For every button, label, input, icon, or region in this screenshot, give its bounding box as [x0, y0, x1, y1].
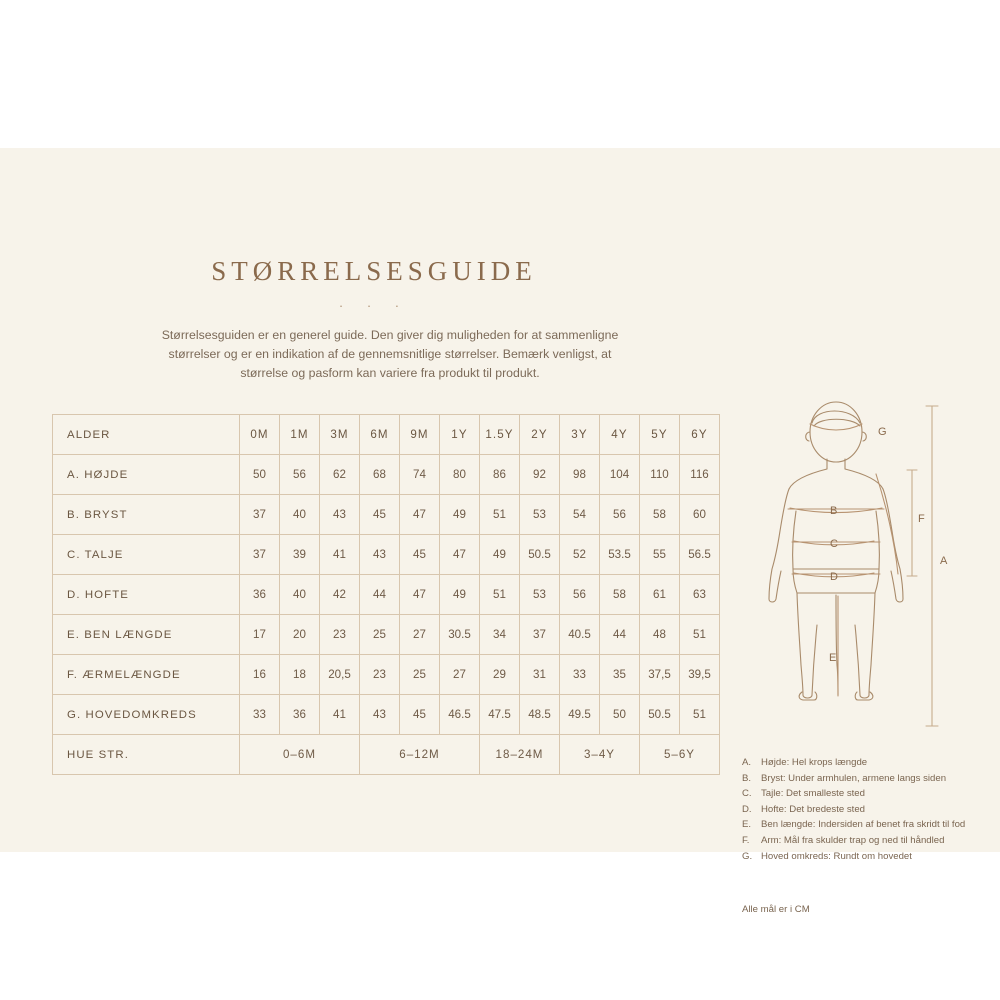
cell: 0–6M — [240, 735, 360, 775]
table-row — [53, 495, 720, 535]
cell: 47 — [440, 535, 480, 575]
cell: 60 — [680, 495, 720, 535]
cell: 116 — [680, 455, 720, 495]
cell: 33 — [560, 655, 600, 695]
cell: 41 — [320, 535, 360, 575]
size-table-container — [52, 414, 720, 775]
cell: 37,5 — [640, 655, 680, 695]
cell: 51 — [480, 575, 520, 615]
cell: 50.5 — [640, 695, 680, 735]
legend-text: Ben længde: Indersiden af benet fra skridt til fod — [761, 819, 966, 831]
legend-key: F. — [742, 834, 750, 846]
legend-text: Arm: Mål fra skulder trap og ned til håndled — [761, 834, 945, 846]
cell: 53.5 — [600, 535, 640, 575]
legend-key: D. — [742, 803, 752, 815]
cell: 25 — [400, 655, 440, 695]
cell: 47.5 — [480, 695, 520, 735]
bottom-margin-band — [0, 852, 1000, 1000]
cell: 49 — [440, 575, 480, 615]
cell: 74 — [400, 455, 440, 495]
row-label: F. ÆRMELÆNGDE — [53, 655, 240, 695]
legend-list — [742, 756, 982, 865]
table-row — [53, 615, 720, 655]
cell: 41 — [320, 695, 360, 735]
cell: 23 — [360, 655, 400, 695]
cell: 27 — [440, 655, 480, 695]
cell: 44 — [360, 575, 400, 615]
cell: 86 — [480, 455, 520, 495]
cell: 33 — [240, 695, 280, 735]
cell: 68 — [360, 455, 400, 495]
cell: 37 — [520, 615, 560, 655]
cell: 50 — [600, 695, 640, 735]
figure-label-e: E — [829, 652, 837, 664]
size-table-body — [53, 455, 720, 775]
legend-key: C. — [742, 788, 752, 800]
cell: 20 — [280, 615, 320, 655]
cell: 18–24M — [480, 735, 560, 775]
legend-item — [742, 756, 982, 770]
cell: 36 — [240, 575, 280, 615]
column-header: 6Y — [680, 415, 720, 455]
cell: 37 — [240, 535, 280, 575]
legend-item — [742, 834, 982, 848]
figure-label-d: D — [830, 571, 838, 583]
cell: 56 — [280, 455, 320, 495]
page-title: STØRRELSESGUIDE — [211, 256, 537, 286]
row-label: B. BRYST — [53, 495, 240, 535]
cell: 53 — [520, 575, 560, 615]
figure-label-c: C — [830, 538, 838, 550]
column-header: 9M — [400, 415, 440, 455]
cell: 40 — [280, 575, 320, 615]
units-note: Alle mål er i CM — [742, 904, 810, 915]
cell: 20,5 — [320, 655, 360, 695]
column-header: 5Y — [640, 415, 680, 455]
intro-paragraph: Størrelsesguiden er en generel guide. Den giver dig muligheden for at sammenligne størrelser og er en indikation af de gennemsnitlige størrelser. Bemærk venligst, at størrelse og pasform kan variere fra produkt til produkt. — [161, 328, 619, 380]
cell: 39 — [280, 535, 320, 575]
row-label: C. TALJE — [53, 535, 240, 575]
column-header: 1Y — [440, 415, 480, 455]
cell: 48.5 — [520, 695, 560, 735]
cell: 58 — [600, 575, 640, 615]
cell: 45 — [400, 535, 440, 575]
cell: 62 — [320, 455, 360, 495]
cell: 54 — [560, 495, 600, 535]
table-row — [53, 575, 720, 615]
title-ornament: · · · — [338, 298, 410, 313]
cell: 37 — [240, 495, 280, 535]
cell: 56 — [600, 495, 640, 535]
column-header: 4Y — [600, 415, 640, 455]
figure-label-f: F — [918, 513, 925, 525]
cell: 35 — [600, 655, 640, 695]
cell: 58 — [640, 495, 680, 535]
table-header-row — [53, 415, 720, 455]
cell: 51 — [680, 615, 720, 655]
cell: 34 — [480, 615, 520, 655]
table-row-hat-size — [53, 735, 720, 775]
cell: 45 — [400, 695, 440, 735]
cell: 53 — [520, 495, 560, 535]
legend-item — [742, 787, 982, 801]
cell: 42 — [320, 575, 360, 615]
cell: 51 — [480, 495, 520, 535]
cell: 43 — [360, 535, 400, 575]
cell: 51 — [680, 695, 720, 735]
cell: 47 — [400, 495, 440, 535]
column-header: 0M — [240, 415, 280, 455]
column-header: 1M — [280, 415, 320, 455]
cell: 36 — [280, 695, 320, 735]
row-label: D. HOFTE — [53, 575, 240, 615]
legend-key: E. — [742, 819, 752, 831]
cell: 40.5 — [560, 615, 600, 655]
cell: 56.5 — [680, 535, 720, 575]
cell: 46.5 — [440, 695, 480, 735]
legend-item — [742, 850, 982, 864]
table-corner-label: ALDER — [53, 415, 240, 455]
column-header: 2Y — [520, 415, 560, 455]
cell: 110 — [640, 455, 680, 495]
legend-key: G. — [742, 850, 753, 862]
cell: 49 — [440, 495, 480, 535]
cell: 104 — [600, 455, 640, 495]
size-table-head — [53, 415, 720, 455]
legend-text: Hofte: Det bredeste sted — [761, 803, 865, 815]
column-header: 1.5Y — [480, 415, 520, 455]
cell: 45 — [360, 495, 400, 535]
measurement-figure — [726, 396, 976, 736]
legend-text: Hoved omkreds: Rundt om hovedet — [761, 850, 912, 862]
cell: 17 — [240, 615, 280, 655]
cell: 52 — [560, 535, 600, 575]
cell: 39,5 — [680, 655, 720, 695]
legend-key: A. — [742, 757, 752, 768]
column-header: 3Y — [560, 415, 600, 455]
table-row — [53, 535, 720, 575]
row-label: HUE STR. — [53, 735, 240, 775]
cell: 98 — [560, 455, 600, 495]
figure-label-b: B — [830, 505, 838, 517]
cell: 55 — [640, 535, 680, 575]
legend-text: Højde: Hel krops længde — [761, 757, 868, 768]
row-label: A. HØJDE — [53, 455, 240, 495]
cell: 40 — [280, 495, 320, 535]
cell: 5–6Y — [640, 735, 720, 775]
table-row — [53, 455, 720, 495]
cell: 6–12M — [360, 735, 480, 775]
cell: 47 — [400, 575, 440, 615]
top-margin-band — [0, 0, 1000, 148]
cell: 27 — [400, 615, 440, 655]
figure-label-g: G — [878, 426, 887, 438]
cell: 49.5 — [560, 695, 600, 735]
row-label: E. BEN LÆNGDE — [53, 615, 240, 655]
cell: 56 — [560, 575, 600, 615]
cell: 43 — [320, 495, 360, 535]
cell: 92 — [520, 455, 560, 495]
cell: 30.5 — [440, 615, 480, 655]
cell: 31 — [520, 655, 560, 695]
cell: 61 — [640, 575, 680, 615]
cell: 80 — [440, 455, 480, 495]
cell: 63 — [680, 575, 720, 615]
figure-label-a: A — [940, 555, 948, 567]
cell: 48 — [640, 615, 680, 655]
cell: 43 — [360, 695, 400, 735]
column-header: 3M — [320, 415, 360, 455]
legend-text: Tajle: Det smalleste sted — [761, 788, 865, 800]
table-row — [53, 655, 720, 695]
cell: 29 — [480, 655, 520, 695]
legend-item — [742, 772, 982, 786]
cell: 50.5 — [520, 535, 560, 575]
cell: 23 — [320, 615, 360, 655]
cell: 44 — [600, 615, 640, 655]
cell: 49 — [480, 535, 520, 575]
table-row — [53, 695, 720, 735]
column-header: 6M — [360, 415, 400, 455]
legend-key: B. — [742, 772, 752, 784]
cell: 16 — [240, 655, 280, 695]
cell: 18 — [280, 655, 320, 695]
legend-item — [742, 818, 982, 832]
cell: 3–4Y — [560, 735, 640, 775]
cell: 25 — [360, 615, 400, 655]
row-label: G. HOVEDOMKREDS — [53, 695, 240, 735]
cell: 50 — [240, 455, 280, 495]
legend-text: Bryst: Under armhulen, armene langs siden — [761, 772, 947, 784]
size-table — [52, 414, 720, 775]
legend-item — [742, 803, 982, 817]
